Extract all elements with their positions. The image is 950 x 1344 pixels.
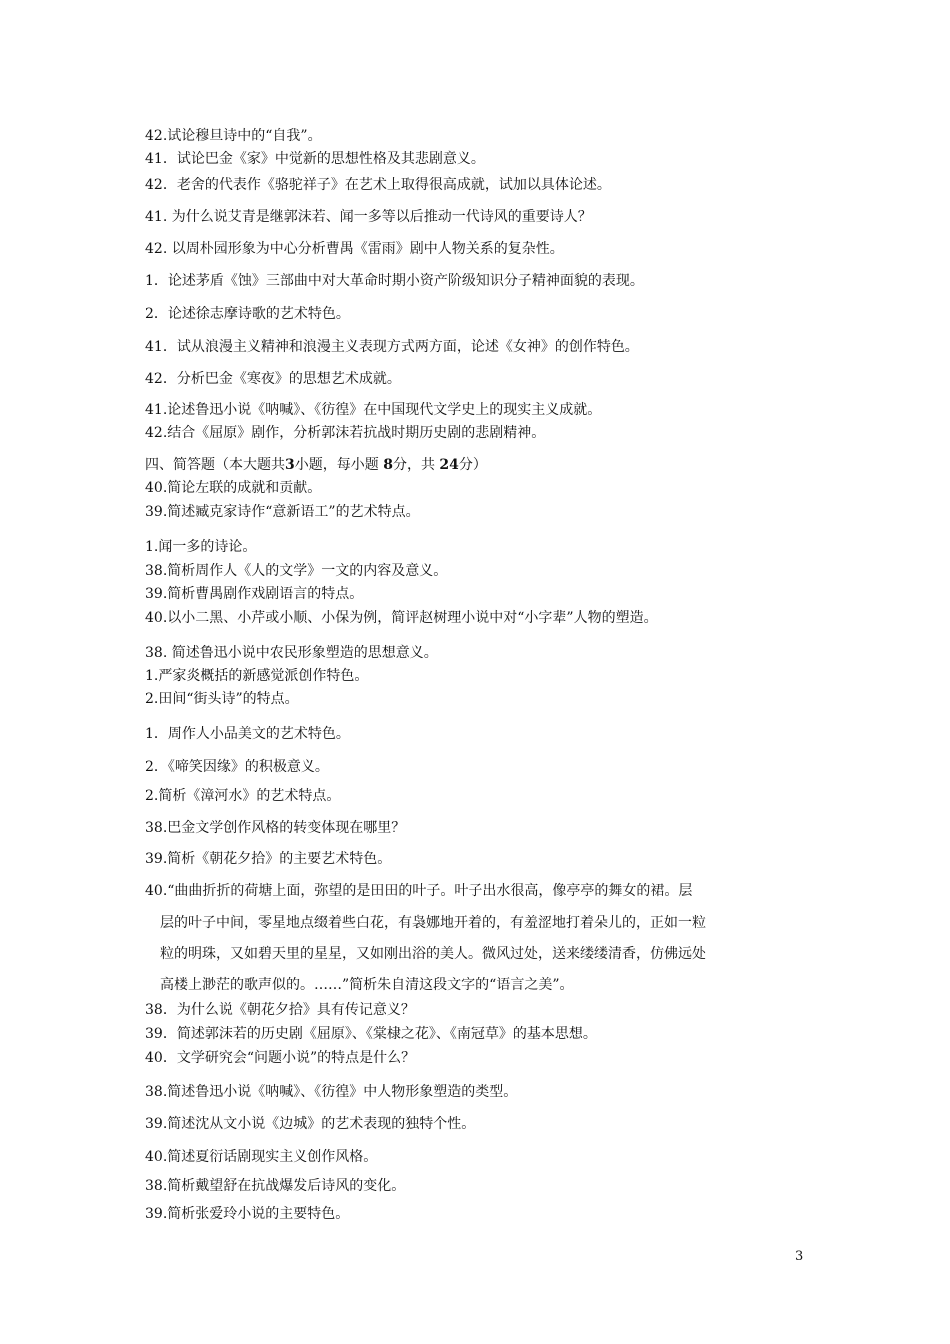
question-line: 1.闻一多的诗论。: [145, 539, 257, 555]
passage-line: 40.“曲曲折折的荷塘上面，弥望的是田田的叶子。叶子出水很高，像亭亭的舞女的裙。层: [145, 883, 693, 899]
passage-line: 层的叶子中间，零星地点缀着些白花，有袅娜地开着的，有羞涩地打着朵儿的，正如一粒: [160, 915, 706, 931]
question-line: 42. 以周朴园形象为中心分析曹禺《雷雨》剧中人物关系的复杂性。: [145, 241, 564, 257]
question-line: 38.巴金文学创作风格的转变体现在哪里？: [145, 820, 406, 836]
question-line: 39.简析张爱玲小说的主要特色。: [145, 1206, 350, 1222]
page-number: 3: [795, 1249, 804, 1264]
question-line: 40.简述夏衍话剧现实主义创作风格。: [145, 1149, 378, 1165]
question-line: 38. 简述鲁迅小说中农民形象塑造的思想意义。: [145, 645, 438, 661]
question-line: 41．试论巴金《家》中觉新的思想性格及其悲剧意义。: [145, 151, 485, 167]
question-line: 1．周作人小品美文的艺术特色。: [145, 726, 350, 742]
question-line: 42．分析巴金《寒夜》的思想艺术成就。: [145, 371, 401, 387]
question-line: 38.简析周作人《人的文学》一文的内容及意义。: [145, 563, 448, 579]
question-line: 1.严家炎概括的新感觉派创作特色。: [145, 668, 369, 684]
question-line: 39.简析曹禺剧作戏剧语言的特点。: [145, 586, 364, 602]
question-line: 40.以小二黑、小芹或小顺、小保为例，简评赵树理小说中对“小字辈”人物的塑造。: [145, 610, 658, 626]
question-line: 40.简论左联的成就和贡献。: [145, 480, 322, 496]
passage-line: 粒的明珠，又如碧天里的星星，又如刚出浴的美人。微风过处，送来缕缕清香，仿佛远处: [160, 946, 706, 962]
question-line: 2．论述徐志摩诗歌的艺术特色。: [145, 306, 350, 322]
question-line: 1．论述茅盾《蚀》三部曲中对大革命时期小资产阶级知识分子精神面貌的表现。: [145, 273, 644, 289]
question-line: 42.试论穆旦诗中的“自我”。: [145, 128, 322, 144]
question-line: 42．老舍的代表作《骆驼祥子》在艺术上取得很高成就，试加以具体论述。: [145, 177, 611, 193]
question-line: 40．文学研究会“问题小说”的特点是什么？: [145, 1050, 416, 1066]
section-heading: 四、简答题（本大题共3小题，每小题 8分，共 24分）: [145, 457, 487, 473]
question-line: 39．简述郭沫若的历史剧《屈原》、《棠棣之花》、《南冠草》的基本思想。: [145, 1026, 597, 1042]
question-line: 38．为什么说《朝花夕拾》具有传记意义？: [145, 1002, 415, 1018]
question-line: 39.简述沈从文小说《边城》的艺术表现的独特个性。: [145, 1116, 476, 1132]
question-line: 2．《啼笑因缘》的积极意义。: [145, 759, 329, 775]
question-line: 42.结合《屈原》剧作，分析郭沫若抗战时期历史剧的悲剧精神。: [145, 425, 546, 441]
question-line: 41.论述鲁迅小说《呐喊》、《彷徨》在中国现代文学史上的现实主义成就。: [145, 402, 602, 418]
question-line: 2.田间“街头诗”的特点。: [145, 691, 299, 707]
question-line: 41．试从浪漫主义精神和浪漫主义表现方式两方面，论述《女神》的创作特色。: [145, 339, 639, 355]
question-line: 41. 为什么说艾青是继郭沫若、闻一多等以后推动一代诗风的重要诗人？: [145, 209, 592, 225]
question-line: 38.简述鲁迅小说《呐喊》、《彷徨》中人物形象塑造的类型。: [145, 1084, 518, 1100]
question-line: 39.简述臧克家诗作“意新语工”的艺术特点。: [145, 504, 420, 520]
question-line: 38.简析戴望舒在抗战爆发后诗风的变化。: [145, 1178, 406, 1194]
passage-line: 高楼上渺茫的歌声似的。……”简析朱自清这段文字的“语言之美”。: [160, 977, 574, 993]
question-line: 39.简析《朝花夕拾》的主要艺术特色。: [145, 851, 392, 867]
question-line: 2.简析《漳河水》的艺术特点。: [145, 788, 341, 804]
